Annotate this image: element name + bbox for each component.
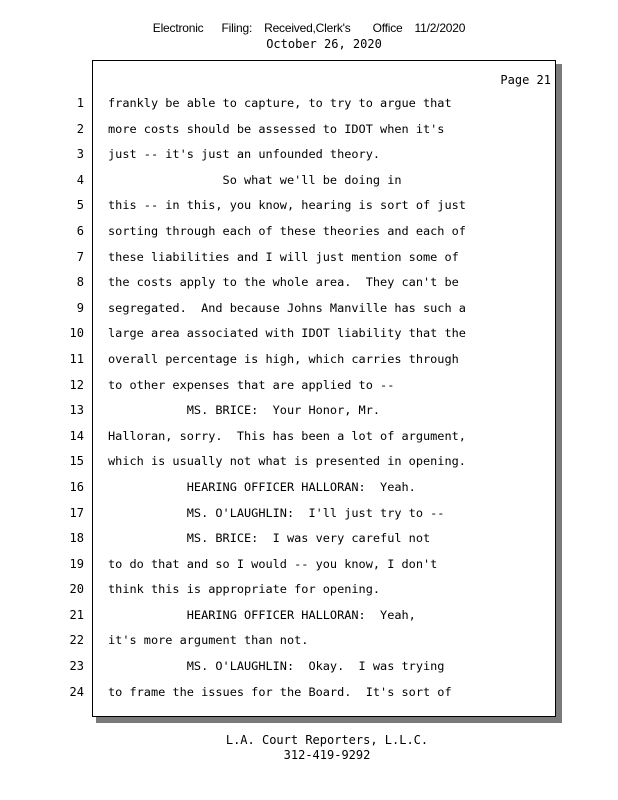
transcript-line: overall percentage is high, which carries through (108, 351, 459, 366)
transcript-line: HEARING OFFICER HALLORAN: Yeah, (108, 607, 416, 622)
transcript-line: the costs apply to the whole area. They can't be (108, 275, 459, 290)
line-number: 5 (76, 198, 84, 213)
transcript-line: to other expenses that are applied to -- (108, 377, 395, 392)
transcript-line: this -- in this, you know, hearing is sort of just (108, 198, 466, 213)
transcript-line: MS. O'LAUGHLIN: I'll just try to -- (108, 505, 445, 520)
filing-stamp-word: Filing: (221, 21, 253, 35)
line-number: 21 (69, 607, 84, 622)
transcript-line: large area associated with IDOT liability that the (108, 326, 466, 341)
line-number: 11 (69, 351, 84, 366)
reporter-phone: 312-419-9292 (283, 748, 371, 762)
line-number-column (60, 95, 84, 709)
filing-stamp-word: Electronic (152, 21, 204, 35)
line-number: 1 (76, 96, 84, 110)
filing-stamp-word: Received,Clerk's (264, 21, 351, 35)
footer (0, 733, 618, 763)
transcript-line: more costs should be assessed to IDOT when it's (108, 121, 445, 136)
page-number: Page 21 (500, 73, 551, 87)
transcript-line: it's more argument than not. (108, 633, 309, 648)
line-number: 4 (76, 172, 84, 187)
line-number: 12 (69, 377, 84, 392)
line-number: 3 (76, 147, 84, 162)
transcript-line: to do that and so I would -- you know, I don't (108, 556, 438, 571)
line-number: 22 (69, 633, 84, 648)
reporter-company: L.A. Court Reporters, L.L.C. (225, 733, 429, 747)
transcript-line: segregated. And because Johns Manville has such a (108, 300, 466, 315)
transcript-line: frankly be able to capture, to try to argue that (108, 96, 452, 110)
filing-stamp-date: 11/2/2020 (414, 21, 466, 35)
line-number: 7 (76, 249, 84, 264)
line-number: 10 (69, 326, 84, 341)
filing-stamp-word: Office (372, 21, 403, 35)
line-number: 20 (69, 582, 84, 597)
transcript-line: Halloran, sorry. This has been a lot of argument, (108, 428, 466, 443)
line-number: 6 (76, 223, 84, 238)
transcript-line: which is usually not what is presented in opening. (108, 454, 466, 469)
transcript-line: HEARING OFFICER HALLORAN: Yeah. (108, 479, 416, 494)
line-number: 24 (69, 684, 84, 699)
transcript-line: think this is appropriate for opening. (108, 582, 381, 597)
transcript-line: these liabilities and I will just mention some of (108, 249, 459, 264)
transcript-line: So what we'll be doing in (108, 172, 402, 187)
line-number: 16 (69, 479, 84, 494)
transcript-line: MS. O'LAUGHLIN: Okay. I was trying (108, 659, 445, 674)
line-number: 18 (69, 531, 84, 546)
filing-stamp (0, 21, 618, 35)
transcript-line: MS. BRICE: I was very careful not (108, 531, 431, 546)
transcript-line: sorting through each of these theories and each of (108, 223, 466, 238)
transcript-line: MS. BRICE: Your Honor, Mr. (108, 403, 381, 418)
line-number: 9 (76, 300, 84, 315)
line-number: 15 (69, 454, 84, 469)
line-number: 14 (69, 428, 84, 443)
line-number: 23 (69, 659, 84, 674)
transcript-date: October 26, 2020 (266, 37, 382, 51)
line-number: 13 (69, 403, 84, 418)
line-number: 17 (69, 505, 84, 520)
transcript-line: just -- it's just an unfounded theory. (108, 147, 381, 162)
line-number: 19 (69, 556, 84, 571)
transcript-body (108, 95, 553, 709)
line-number: 8 (76, 275, 84, 290)
line-number: 2 (76, 121, 84, 136)
transcript-line: to frame the issues for the Board. It's sort of (108, 684, 452, 699)
